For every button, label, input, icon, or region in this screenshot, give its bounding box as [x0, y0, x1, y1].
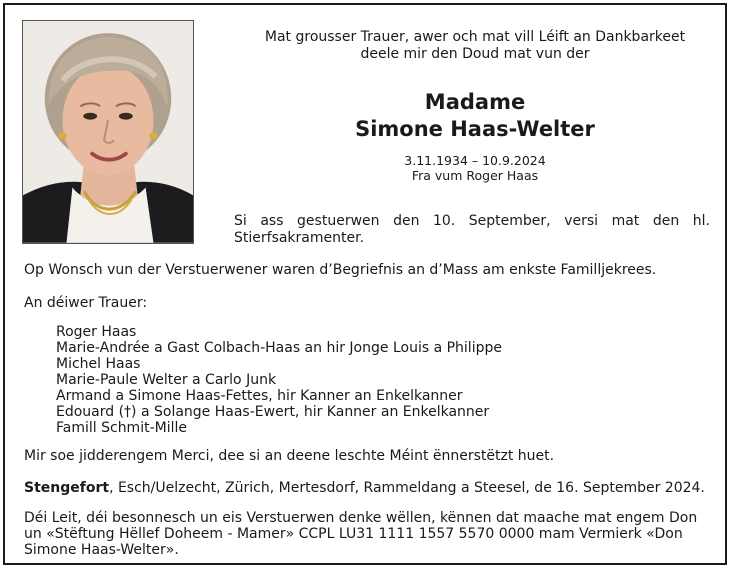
- donation-line-3: Simone Haas-Welter».: [24, 542, 179, 558]
- life-dates: [245, 153, 705, 183]
- word: versi: [564, 213, 599, 229]
- death-statement: [234, 213, 710, 247]
- spouse-line: Fra vum Roger Haas: [411, 168, 539, 183]
- place-rest: , Esch/Uelzecht, Zürich, Mertesdorf, Rammeldang a Steesel, de 16. September 2024.: [109, 480, 705, 496]
- word: Si: [234, 213, 247, 229]
- donation-line-1: Déi Leit, déi besonnesch un eis Verstuerwen denke wëllen, kënnen dat maache mat engem Don: [24, 510, 698, 526]
- place-date-line: [24, 480, 705, 496]
- date-span: 3.11.1934 – 10.9.2024: [404, 153, 546, 168]
- intro-line-2: deele mir den Doud mat vun der: [360, 46, 590, 62]
- honorific: Madame: [424, 90, 526, 114]
- list-item: Armand a Simone Haas-Fettes, hir Kanner an Enkelkanner: [56, 388, 463, 404]
- full-name: Simone Haas-Welter: [355, 117, 595, 141]
- word: den: [652, 213, 680, 229]
- donation-note: [24, 510, 714, 558]
- word: September,: [468, 213, 551, 229]
- intro-text: [245, 29, 705, 63]
- word: gestuerwen: [297, 213, 380, 229]
- funeral-note: Op Wonsch vun der Verstuerwener waren d’Begriefnis an d’Mass am enkste Familljekrees.: [24, 262, 657, 278]
- list-item: Michel Haas: [56, 356, 141, 372]
- deceased-name: [245, 89, 705, 143]
- list-item: Famill Schmit-Mille: [56, 420, 187, 436]
- list-item: Marie-Paule Welter a Carlo Junk: [56, 372, 277, 388]
- portrait-photo: [22, 20, 194, 244]
- mourners-heading: An déiwer Trauer:: [24, 295, 148, 311]
- place-bold: Stengefort: [24, 480, 110, 496]
- word: 10.: [432, 213, 456, 229]
- thanks-note: Mir soe jidderengem Merci, dee si an deene leschte Méint ënnerstëtzt huet.: [24, 448, 555, 464]
- obituary-frame: [3, 3, 727, 565]
- death-statement-line-2: Stierfsakramenter.: [234, 230, 365, 246]
- intro-line-1: Mat grousser Trauer, awer och mat vill Léift an Dankbarkeet: [264, 29, 686, 45]
- list-item: Roger Haas: [56, 324, 137, 340]
- list-item: Edouard (†) a Solange Haas-Ewert, hir Kanner an Enkelkanner: [56, 404, 490, 420]
- word: ass: [260, 213, 284, 229]
- death-statement-line-1: [234, 213, 710, 230]
- mourners-list: [56, 324, 502, 436]
- word: mat: [611, 213, 640, 229]
- donation-line-2: un «Stëftung Hëllef Doheem - Mamer» CCPL LU31 1111 1557 5570 0000 mam Vermierk «Don: [24, 526, 683, 542]
- word: den: [393, 213, 420, 229]
- word: hl.: [692, 213, 710, 229]
- list-item: Marie-Andrée a Gast Colbach-Haas an hir Jonge Louis a Philippe: [56, 340, 502, 356]
